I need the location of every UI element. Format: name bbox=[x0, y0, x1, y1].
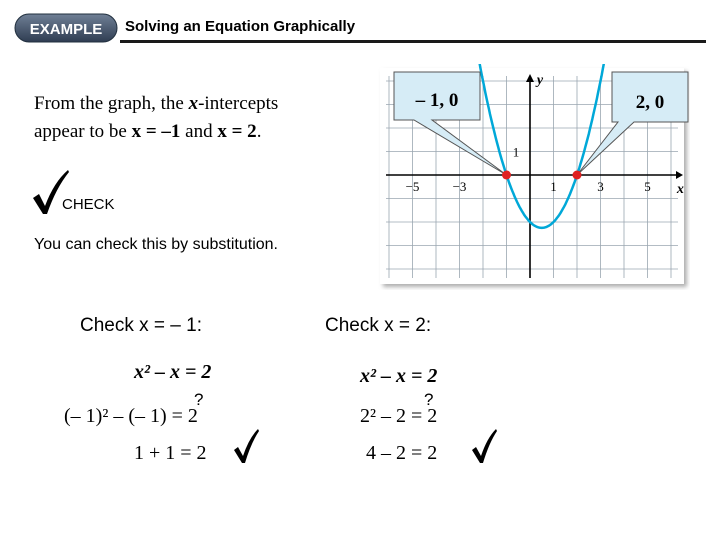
left-check-title: Check x = – 1: bbox=[80, 315, 202, 336]
x-tick-label: 3 bbox=[597, 179, 604, 194]
parabola-graph bbox=[372, 64, 690, 290]
example-badge bbox=[14, 13, 118, 43]
y-tick-label: 1 bbox=[512, 144, 520, 160]
example-badge-label: EXAMPLE bbox=[29, 21, 103, 38]
page-title: Solving an Equation Graphically bbox=[125, 18, 356, 35]
left-equation-1-text: x² – x = 2 bbox=[134, 361, 212, 383]
intro-text-segment: . bbox=[256, 121, 262, 142]
intro-text-segment: From the graph, the bbox=[34, 93, 189, 114]
right-equation-3: 4 – 2 = 2 bbox=[366, 442, 438, 464]
left-equation-2: (– 1)² – (– 1) = 2 bbox=[64, 405, 198, 427]
x-tick-label: −3 bbox=[452, 179, 467, 194]
callout-right-label: 2, 0 bbox=[635, 92, 665, 113]
intro-line-1 bbox=[34, 90, 278, 118]
right-equation-1-text: x² – x = 2 bbox=[360, 365, 438, 387]
right-question-mark: ? bbox=[424, 390, 434, 409]
intercept-point bbox=[573, 171, 582, 180]
y-axis-label: y bbox=[536, 73, 544, 88]
right-check-mark-icon bbox=[470, 428, 498, 464]
intro-text-segment: appear to be bbox=[34, 121, 132, 142]
left-check-mark-icon bbox=[232, 428, 260, 464]
left-question-mark: ? bbox=[194, 390, 204, 409]
right-check-title: Check x = 2: bbox=[325, 315, 432, 336]
intercept-point bbox=[502, 171, 511, 180]
x-tick-label: −5 bbox=[405, 179, 420, 194]
intro-line-2 bbox=[34, 118, 278, 146]
left-equation-1 bbox=[134, 361, 211, 384]
left-equation-3: 1 + 1 = 2 bbox=[134, 442, 207, 464]
x-axis-label: x bbox=[676, 182, 684, 197]
right-equation-1 bbox=[360, 365, 437, 388]
intro-equation-2: x = 2 bbox=[217, 121, 257, 142]
x-tick-label: 1 bbox=[550, 179, 557, 194]
intro-variable: x bbox=[188, 93, 199, 114]
callout-left-label: – 1, 0 bbox=[415, 90, 459, 111]
right-equation-2: 2² – 2 = 2 bbox=[360, 405, 438, 427]
header-divider bbox=[120, 40, 706, 43]
intro-text bbox=[34, 90, 278, 146]
check-heading: CHECK bbox=[62, 196, 115, 213]
check-note: You can check this by substitution. bbox=[34, 236, 278, 253]
intro-equation-1: x = –1 bbox=[131, 121, 181, 142]
intro-text-segment: and bbox=[180, 121, 218, 142]
x-tick-label: 5 bbox=[644, 179, 651, 194]
intro-text-segment: -intercepts bbox=[198, 93, 279, 114]
